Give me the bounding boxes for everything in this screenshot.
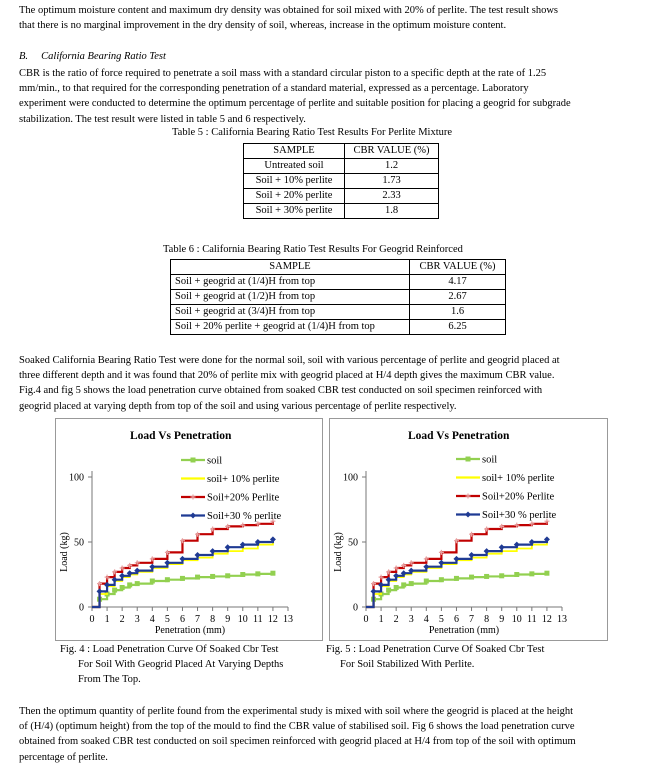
table-header-cell: CBR VALUE (%) xyxy=(345,144,439,159)
x-axis-label: Penetration (mm) xyxy=(428,625,500,636)
x-tick-label: 3 xyxy=(134,614,140,625)
text-line: Soaked California Bearing Ratio Test were done for the normal soil, soil with various percentage of perlite and geogrid placed at xyxy=(19,355,560,366)
x-tick-label: 5 xyxy=(164,614,170,625)
table-cell: Soil + 20% perlite xyxy=(244,189,345,204)
data-point xyxy=(225,544,231,550)
cbr-paragraph xyxy=(19,66,641,127)
x-tick-label: 2 xyxy=(119,614,125,625)
data-point xyxy=(499,544,505,550)
x-tick-label: 1 xyxy=(378,614,384,625)
fig5-chart xyxy=(329,418,608,641)
table-row xyxy=(244,174,439,189)
caption-line: For Soil Stabilized With Perlite. xyxy=(340,659,475,670)
data-point xyxy=(484,527,489,532)
data-point xyxy=(112,588,117,593)
table-cell: 4.17 xyxy=(410,275,506,290)
x-tick-label: 6 xyxy=(453,614,459,625)
text-line: obtained from soaked CBR test conducted on soil specimen reinforced with geogrid placed at H/4 from top of the soil with optimum xyxy=(19,736,576,748)
caption-line: For Soil With Geogrid Placed At Varying Depths xyxy=(78,659,284,670)
data-point xyxy=(454,576,459,581)
data-point xyxy=(195,575,200,580)
data-point xyxy=(180,538,185,543)
legend-label: Soil+20% Perlite xyxy=(207,492,280,504)
table5-caption: Table 5 : California Bearing Ratio Test Results For Perlite Mixture xyxy=(172,127,453,138)
data-point xyxy=(255,571,260,576)
y-tick-label: 0 xyxy=(353,602,358,614)
table-cell: 2.33 xyxy=(345,189,439,204)
fig4-caption xyxy=(60,642,283,687)
y-tick-label: 100 xyxy=(343,472,358,484)
data-point xyxy=(210,527,215,532)
text-line: of (H/4) (optimum height) from the top of the mould to find the CBR value of stabilised soil. Fig 6 shows the load penetration curve xyxy=(19,721,575,733)
table-cell: 1.6 xyxy=(410,305,506,320)
data-point xyxy=(469,532,474,537)
table-row xyxy=(171,305,506,320)
table-header-cell: SAMPLE xyxy=(244,144,345,159)
y-tick-label: 100 xyxy=(69,472,84,484)
x-tick-label: 11 xyxy=(253,614,263,625)
table-row xyxy=(171,320,506,335)
x-tick-label: 6 xyxy=(179,614,185,625)
data-point xyxy=(112,569,117,574)
data-point xyxy=(439,550,444,555)
x-tick-label: 12 xyxy=(541,614,552,625)
text-line: percentage of perlite. xyxy=(19,751,108,763)
table-header-row xyxy=(171,260,506,275)
caption-line: Fig. 5 : Load Penetration Curve Of Soaked Cbr Test xyxy=(326,644,545,655)
data-point xyxy=(394,585,399,590)
table-row xyxy=(171,275,506,290)
table-cell: Untreated soil xyxy=(244,159,345,174)
table-cell: Soil + 30% perlite xyxy=(244,204,345,219)
table-cell: Soil + 10% perlite xyxy=(244,174,345,189)
data-point xyxy=(514,572,519,577)
data-point xyxy=(191,495,196,500)
data-point xyxy=(135,581,140,586)
x-tick-label: 1 xyxy=(104,614,110,625)
data-point xyxy=(379,575,384,580)
section-heading: B. California Bearing Ratio Test xyxy=(19,51,166,62)
table5 xyxy=(243,143,439,219)
data-point xyxy=(386,588,391,593)
table6-caption: Table 6 : California Bearing Ratio Test Results For Geogrid Reinforced xyxy=(163,244,463,255)
data-point xyxy=(191,458,196,463)
table-row xyxy=(244,189,439,204)
table-cell: 1.8 xyxy=(345,204,439,219)
text-line: mm/min., to that required for the corresponding penetration of a standard material, expressed as a percentage. Laboratory xyxy=(19,83,529,95)
x-tick-label: 8 xyxy=(484,614,490,625)
caption-line: From The Top. xyxy=(78,674,141,685)
data-point xyxy=(165,550,170,555)
data-point xyxy=(240,572,245,577)
table-row xyxy=(171,290,506,305)
x-tick-label: 7 xyxy=(469,614,475,625)
x-tick-label: 10 xyxy=(511,614,522,625)
x-tick-label: 13 xyxy=(283,614,293,625)
data-point xyxy=(270,571,275,576)
data-point xyxy=(150,579,155,584)
table-cell: 6.25 xyxy=(410,320,506,335)
y-axis-label: Load (kg) xyxy=(333,532,344,572)
fig4-chart-svg xyxy=(56,419,322,640)
y-tick-label: 50 xyxy=(74,537,84,549)
x-tick-label: 7 xyxy=(195,614,201,625)
text-line: The optimum moisture content and maximum dry density was obtained for soil mixed with 20% of perlite. The test result shows xyxy=(19,5,559,16)
table-cell: Soil + 20% perlite + geogrid at (1/4)H from top xyxy=(171,320,410,335)
data-point xyxy=(120,585,125,590)
fig5-caption xyxy=(326,642,544,672)
y-tick-label: 0 xyxy=(79,602,84,614)
table-header-cell: CBR VALUE (%) xyxy=(410,260,506,275)
y-tick-label: 50 xyxy=(348,537,358,549)
x-tick-label: 4 xyxy=(423,614,429,625)
data-point xyxy=(466,457,471,462)
data-point xyxy=(499,573,504,578)
data-point xyxy=(225,573,230,578)
legend-label: soil+ 10% perlite xyxy=(482,473,555,484)
legend-label: Soil+30 % perlite xyxy=(207,511,282,522)
data-point xyxy=(150,556,155,561)
legend-label: Soil+20% Perlite xyxy=(482,491,555,503)
x-tick-label: 9 xyxy=(499,614,505,625)
data-point xyxy=(386,569,391,574)
data-point xyxy=(394,566,399,571)
text-line: Then the optimum quantity of perlite found from the experimental study is mixed with soil where the geogrid is placed at the height xyxy=(19,706,574,717)
x-axis-label: Penetration (mm) xyxy=(154,625,226,636)
chart-title: Load Vs Penetration xyxy=(130,430,232,442)
text-line: CBR is the ratio of force required to penetrate a soil mass with a standard circular piston to a specific depth at the rate of 1.25 xyxy=(19,68,547,79)
data-point xyxy=(544,571,549,576)
table-header-row xyxy=(244,144,439,159)
soaked-paragraph xyxy=(19,353,641,414)
table-cell: 1.2 xyxy=(345,159,439,174)
data-point xyxy=(120,566,125,571)
data-point xyxy=(190,513,196,519)
x-tick-label: 12 xyxy=(267,614,278,625)
x-tick-label: 2 xyxy=(393,614,399,625)
x-tick-label: 0 xyxy=(363,614,369,625)
x-tick-label: 13 xyxy=(557,614,567,625)
x-tick-label: 0 xyxy=(89,614,95,625)
text-line: stabilization. The test result were listed in table 5 and 6 respectively. xyxy=(19,113,306,125)
legend-label: soil+ 10% perlite xyxy=(207,474,280,485)
data-point xyxy=(127,582,132,587)
y-axis-label: Load (kg) xyxy=(59,532,70,572)
table-cell: Soil + geogrid at (1/2)H from top xyxy=(171,290,410,305)
data-point xyxy=(469,575,474,580)
text-line: that there is no marginal improvement in the dry density of soil, whereas, increase in the optimum moisture content. xyxy=(19,20,507,32)
data-point xyxy=(105,575,110,580)
legend-label: soil xyxy=(482,454,498,466)
data-point xyxy=(210,574,215,579)
legend-label: Soil+30 % perlite xyxy=(482,510,557,521)
table-header-cell: SAMPLE xyxy=(171,260,410,275)
data-point xyxy=(424,579,429,584)
data-point xyxy=(424,556,429,561)
x-tick-label: 4 xyxy=(149,614,155,625)
table-row xyxy=(244,159,439,174)
data-point xyxy=(409,581,414,586)
table6 xyxy=(170,259,506,335)
table-cell: 1.73 xyxy=(345,174,439,189)
text-line: Fig.4 and fig 5 shows the load penetration curve obtained from soaked CBR test conducted on soil specimen reinforced with xyxy=(19,385,543,397)
data-point xyxy=(180,576,185,581)
data-point xyxy=(465,512,471,518)
table-row xyxy=(244,204,439,219)
intro-paragraph xyxy=(19,3,641,33)
data-point xyxy=(454,538,459,543)
x-tick-label: 5 xyxy=(438,614,444,625)
table-cell: Soil + geogrid at (3/4)H from top xyxy=(171,305,410,320)
data-point xyxy=(401,582,406,587)
caption-line: Fig. 4 : Load Penetration Curve Of Soaked Cbr Test xyxy=(60,644,279,655)
x-tick-label: 3 xyxy=(408,614,414,625)
text-line: three different depth and it was found that 20% of perlite mix with geogrid placed at H/4 depth gives the maximum CBR value. xyxy=(19,370,555,382)
chart-title: Load Vs Penetration xyxy=(408,430,510,442)
fig5-chart-svg xyxy=(330,419,607,640)
x-tick-label: 11 xyxy=(527,614,537,625)
data-point xyxy=(165,577,170,582)
x-tick-label: 10 xyxy=(237,614,248,625)
legend-label: soil xyxy=(207,455,223,467)
table-cell: Soil + geogrid at (1/4)H from top xyxy=(171,275,410,290)
x-tick-label: 8 xyxy=(210,614,216,625)
table-cell: 2.67 xyxy=(410,290,506,305)
data-point xyxy=(466,494,471,499)
data-point xyxy=(439,577,444,582)
data-point xyxy=(97,581,102,586)
data-point xyxy=(371,581,376,586)
text-line: geogrid placed at varying depth from top of the soil and using various percentage of perlite respectively. xyxy=(19,400,457,412)
data-point xyxy=(195,532,200,537)
final-paragraph xyxy=(19,704,641,765)
fig4-chart xyxy=(55,418,323,641)
text-line: experiment were conducted to determine the optimum percentage of perlite and suitable position for placing a geogrid for subgrade xyxy=(19,98,571,110)
data-point xyxy=(484,574,489,579)
data-point xyxy=(529,571,534,576)
x-tick-label: 9 xyxy=(225,614,231,625)
